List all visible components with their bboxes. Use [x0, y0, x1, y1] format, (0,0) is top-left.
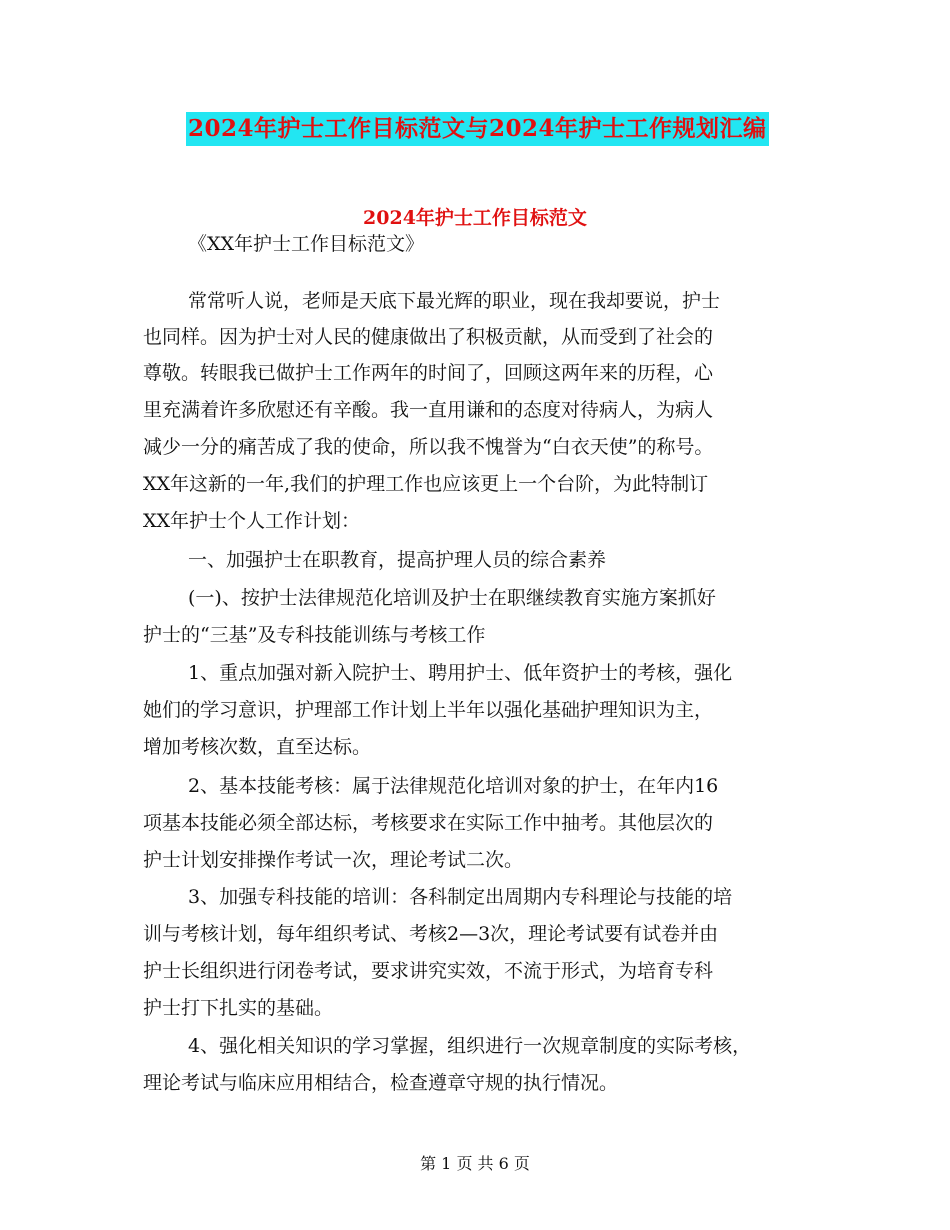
body-line: 她们的学习意识，护理部工作计划上半年以强化基础护理知识为主， [143, 699, 714, 721]
body-line: 项基本技能必须全部达标，考核要求在实际工作中抽考。其他层次的 [143, 812, 714, 834]
body-line: 2、基本技能考核：属于法律规范化培训对象的护士，在年内16 [188, 775, 719, 797]
body-line: 护士计划安排操作考试一次，理论考试二次。 [143, 849, 524, 871]
body-line: 护士长组织进行闭卷考试，要求讲究实效，不流于形式，为培育专科 [143, 960, 714, 982]
body-line: 也同样。因为护士对人民的健康做出了积极贡献，从而受到了社会的 [143, 326, 714, 348]
body-line: 里充满着许多欣慰还有辛酸。我一直用谦和的态度对待病人，为病人 [143, 399, 714, 421]
section-title: 2024年护士工作目标范文 [363, 207, 587, 229]
body-line: 护士打下扎实的基础。 [143, 997, 334, 1019]
body-line: 理论考试与临床应用相结合，检查遵章守规的执行情况。 [143, 1072, 619, 1094]
body-line: (一)、按护士法律规范化培训及护士在职继续教育实施方案抓好 [188, 587, 716, 609]
body-line: 4、强化相关知识的学习掌握，组织进行一次规章制度的实际考核， [188, 1035, 752, 1057]
page-footer: 第 1 页 共 6 页 [420, 1154, 530, 1173]
body-line: 护士的“三基”及专科技能训练与考核工作 [143, 624, 486, 646]
body-line: XX年这新的一年,我们的护理工作也应该更上一个台阶，为此特制订 [143, 473, 709, 495]
body-line: 1、重点加强对新入院护士、聘用护士、低年资护士的考核，强化 [188, 662, 733, 684]
body-line: 3、加强专科技能的培训：各科制定出周期内专科理论与技能的培 [188, 886, 733, 908]
body-line: 一、加强护士在职教育，提高护理人员的综合素养 [188, 549, 607, 571]
body-line: 尊敬。转眼我已做护士工作两年的时间了，回顾这两年来的历程，心 [143, 362, 714, 384]
document-title: 2024年护士工作目标范文与2024年护士工作规划汇编 [186, 112, 769, 146]
body-line: 常常听人说，老师是天底下最光辉的职业，现在我却要说，护士 [188, 290, 721, 312]
body-line: 训与考核计划，每年组织考试、考核2—3次，理论考试要有试卷并由 [143, 923, 719, 945]
body-line: 《XX年护士工作目标范文》 [188, 233, 425, 255]
body-line: XX年护士个人工作计划： [143, 510, 361, 532]
body-line: 减少一分的痛苦成了我的使命，所以我不愧誉为“白衣天使”的称号。 [143, 436, 714, 458]
body-line: 增加考核次数，直至达标。 [143, 736, 372, 758]
